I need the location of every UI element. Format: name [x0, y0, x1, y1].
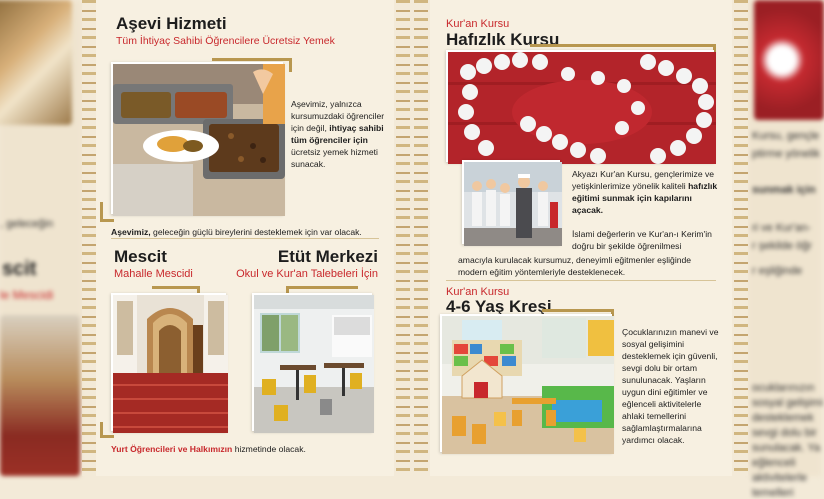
blurred-text: ptirme yönelik: [752, 148, 820, 160]
kres-title: 4-6 Yaş Kreşi: [446, 297, 552, 316]
blurred-text: ocuklarınızın: [752, 382, 815, 394]
ornament-border-mid-left: [396, 0, 410, 476]
gold-frame: [100, 202, 114, 222]
left-blurred-page: [0, 0, 82, 476]
mosque-interior-photo: [111, 293, 226, 431]
ornament-border-mid-right: [414, 0, 428, 476]
blurred-text: ri ve Kur'an-: [752, 222, 811, 234]
gold-frame: [100, 422, 114, 438]
blurred-text: , geleceğin: [0, 218, 54, 230]
kres-kicker: Kur'an Kursu: [446, 286, 510, 298]
mescit-footer: [111, 443, 391, 455]
hafizlik-description-3: amacıyla kurulacak kursumuz, deneyimli eğitmenler eşliğinde modern eğitim yöntemleriyle desteklenecek.: [458, 255, 692, 277]
hafizlik-title: Hafızlık Kursu: [446, 30, 560, 49]
hafizlik-kicker: Kur'an Kursu: [446, 18, 510, 30]
blurred-text: sevgi dolu bir: [752, 427, 817, 439]
blurred-text: sunulacak. Ya: [752, 442, 821, 454]
asevi-body-2: ücretsiz yemek hizmeti sunacak.: [291, 147, 378, 169]
mescit-title: Mescit: [114, 247, 167, 266]
hafizlik-body-1: Akyazı Kur'an Kursu, gençlerimize ve yetişkinlerimize yönelik kaliteli: [572, 169, 715, 191]
etut-subtitle: Okul ve Kur'an Talebeleri İçin: [236, 268, 378, 280]
blurred-text: r şekilde öğr: [752, 240, 812, 252]
kindergarten-classroom-photo: [440, 314, 612, 452]
asevi-body-bold: ihtiyaç sahibi tüm öğrenciler için: [291, 123, 384, 145]
ornament-border-left: [82, 0, 96, 476]
asevi-footer-bold: Aşevimiz,: [111, 227, 151, 237]
ornament-border-right: [734, 0, 748, 476]
asevi-title: Aşevi Hizmeti: [116, 14, 227, 33]
hafizlik-body-bold: hafızlık eğitimi sunmak için kapılarını açacak.: [572, 181, 718, 215]
divider: [111, 238, 379, 239]
quran-students-circle-photo: [446, 50, 714, 162]
right-blurred-page: [748, 0, 823, 499]
blurred-text: temelleri: [752, 487, 794, 499]
blurred-heading: scit: [2, 258, 37, 280]
blurred-text: desteklemek: [752, 412, 814, 424]
blurred-students-photo: [754, 0, 824, 120]
divider: [446, 280, 716, 281]
blurred-food-photo: [0, 0, 72, 125]
asevi-description: [291, 98, 387, 170]
blurred-text: eğlenceli: [752, 457, 796, 469]
left-brochure-page: [96, 0, 394, 476]
asevi-footer-rest: geleceğin güçlü bireylerini desteklemek için var olacak.: [150, 227, 362, 237]
right-brochure-page: [430, 0, 732, 476]
blurred-text: sunmak için: [752, 184, 816, 196]
asevi-footer: [111, 226, 391, 238]
asevi-subtitle: Tüm İhtiyaç Sahibi Öğrencilere Ücretsiz Yemek: [116, 35, 335, 47]
teacher-students-photo: [462, 160, 560, 244]
blurred-text: Kursu, gençle: [752, 130, 820, 142]
study-center-photo: [252, 293, 372, 431]
hafizlik-description: [572, 168, 720, 216]
mescit-footer-red: Yurt Öğrencileri ve Halkımızın: [111, 444, 233, 454]
mescit-footer-rest: hizmetinde olacak.: [232, 444, 306, 454]
blurred-text: r eşliğinde: [752, 265, 803, 277]
mescit-subtitle: Mahalle Mescidi: [114, 268, 193, 280]
hafizlik-description-2: İslami değerlerin ve Kur'an-ı Kerim'in doğru bir şekilde öğrenilmesi: [572, 229, 712, 251]
kres-description: Çocuklarınızın manevi ve sosyal gelişimini desteklemek için güvenli, sevgi dolu bir ortam sunulunacak. Yaşların uygun dini eğitimler ve eğlenceli aktivitelerle ahlaki temellerini sağlamlaştırmalarına yardımcı olacak.: [622, 327, 719, 445]
blurred-text: sosyal gelişimi: [752, 397, 823, 409]
blurred-mosque-photo: [0, 315, 80, 476]
food-serving-photo: [111, 62, 283, 214]
etut-title: Etüt Merkezi: [277, 247, 378, 266]
asevi-body-1: Aşevimiz, yalnızca kursumuzdaki öğrenciler için değil,: [291, 99, 385, 133]
blurred-subtitle: le Mescidi: [0, 288, 54, 302]
blurred-text: aktivitelerle: [752, 472, 808, 484]
